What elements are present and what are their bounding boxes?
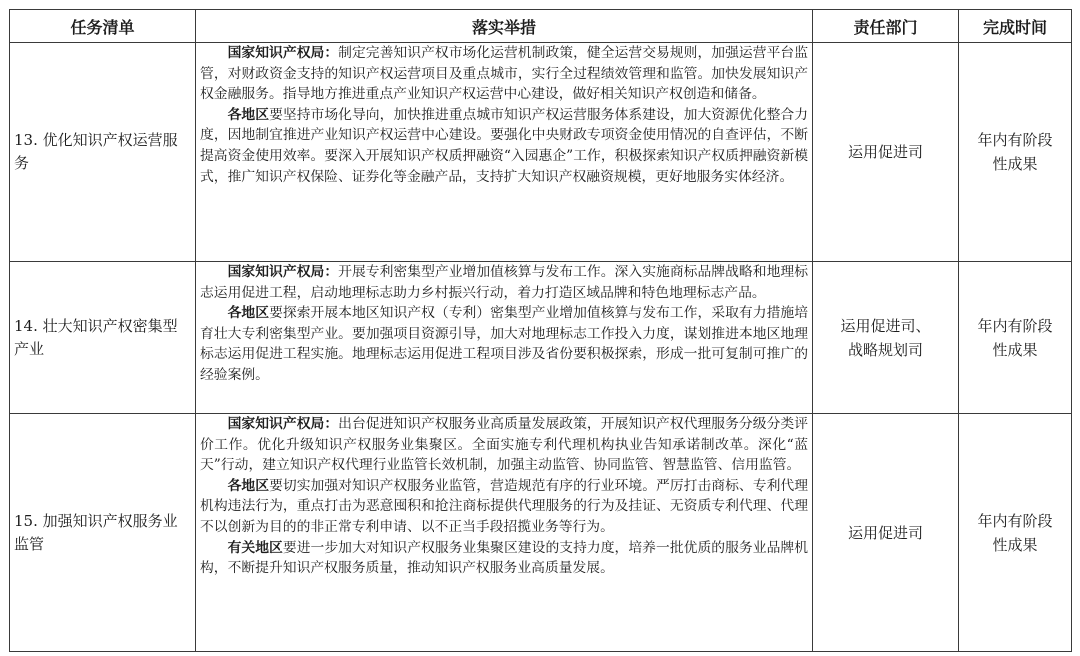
deadline-cell <box>959 43 1072 262</box>
header-deadline: 完成时间 <box>959 10 1072 43</box>
responsible-party: 国家知识产权局： <box>227 264 339 280</box>
header-row <box>10 10 1072 43</box>
task-cell: 15. 加强知识产权服务业监管 <box>10 414 196 652</box>
department-line: 运用促进司 <box>847 143 923 161</box>
header-measures: 落实举措 <box>196 10 813 43</box>
measure-text: 要进一步加大对知识产权服务业集聚区建设的支持力度，培养一批优质的服务业品牌机构，不断提升知识产权服务质量，推动知识产权服务业高质量发展。 <box>200 539 808 577</box>
measures-cell <box>196 262 813 414</box>
table-row <box>10 43 1072 262</box>
task-cell: 13. 优化知识产权运营服务 <box>10 43 196 262</box>
measure-text: 要切实加强对知识产权服务业监管，营造规范有序的行业环境。严厉打击商标、专利代理机构违法行为，重点打击为恶意囤积和抢注商标提供代理服务的行为及挂证、无资质专利代理、代理不以创新为目的的非正常专利申请、以不正当手段招揽业务等行为。 <box>200 477 809 535</box>
deadline-line: 性成果 <box>992 535 1038 554</box>
measure-text: 要坚持市场化导向，加快推进重点城市知识产权运营服务体系建设，加大资源优化整合力度，因地制宜推进产业知识产权运营中心建设。要强化中央财政专项资金使用情况的自查评估，不断提高资金使用效率。要深入开展知识产权质押融资“入园惠企”工作，积极探索知识产权质押融资新模式，推广知识产权保险、证券化等金融产品，支持扩大知识产权融资规模，更好地服务实体经济。 <box>200 106 809 185</box>
department-line: 运用促进司、 <box>840 316 931 335</box>
measure-text: 开展专利密集型产业增加值核算与发布工作。深入实施商标品牌战略和地理标志运用促进工程，启动地理标志助力乡村振兴行动，着力打造区域品牌和特色地理标志产品。 <box>200 264 809 301</box>
measure-text: 出台促进知识产权服务业高质量发展政策，开展知识产权代理服务分级分类评价工作。优化升级知识产权服务业集聚区。全面实施专利代理机构执业告知承诺制改革。深化“蓝天”行动，建立知识产权代理行业监管长效机制，加强主动监管、协同监管、智慧监管、信用监管。 <box>200 416 809 474</box>
measure-text: 要探索开展本地区知识产权（专利）密集型产业增加值核算与发布工作，采取有力措施培育壮大专利密集型产业。要加强项目资源引导，加大对地理标志工作投入力度，谋划推进本地区地理标志运用促进工程实施。地理标志运用促进工程项目涉及省份要积极探索，形成一批可复制可推广的经验案例。 <box>200 305 809 383</box>
department-cell <box>813 414 959 652</box>
deadline-line: 性成果 <box>992 155 1038 173</box>
measure-paragraph <box>200 105 808 187</box>
measure-paragraph <box>200 303 808 385</box>
measures-cell <box>196 414 813 652</box>
deadline-line: 年内有阶段 <box>977 131 1053 149</box>
measure-paragraph <box>200 414 808 476</box>
header-task: 任务清单 <box>10 10 196 43</box>
deadline-line: 年内有阶段 <box>977 316 1053 335</box>
table-row <box>10 414 1072 652</box>
responsible-party: 国家知识产权局： <box>227 416 339 432</box>
responsible-party: 有关地区 <box>227 539 283 556</box>
header-department: 责任部门 <box>813 10 959 43</box>
responsible-party: 国家知识产权局： <box>227 45 339 61</box>
task-table <box>9 9 1072 652</box>
responsible-party: 各地区 <box>227 106 270 123</box>
measures-cell <box>196 43 813 262</box>
department-line: 战略规划司 <box>847 340 923 359</box>
measure-paragraph <box>200 262 808 303</box>
department-cell <box>813 262 959 414</box>
deadline-line: 性成果 <box>992 340 1038 359</box>
task-cell: 14. 壮大知识产权密集型产业 <box>10 262 196 414</box>
measure-text: 制定完善知识产权市场化运营机制政策，健全运营交易规则，加强运营平台监管，对财政资金支持的知识产权运营项目及重点城市，实行全过程绩效管理和监管。加快发展知识产权金融服务。指导地方推进重点产业知识产权运营中心建设，做好相关知识产权创造和储备。 <box>200 45 809 103</box>
department-cell <box>813 43 959 262</box>
department-line: 运用促进司 <box>847 523 923 542</box>
measure-paragraph <box>200 538 808 579</box>
deadline-cell <box>959 414 1072 652</box>
measure-paragraph <box>200 43 808 105</box>
responsible-party: 各地区 <box>227 477 270 494</box>
measure-paragraph <box>200 476 808 538</box>
responsible-party: 各地区 <box>227 305 270 322</box>
deadline-cell <box>959 262 1072 414</box>
deadline-line: 年内有阶段 <box>977 511 1053 530</box>
table-row <box>10 262 1072 414</box>
